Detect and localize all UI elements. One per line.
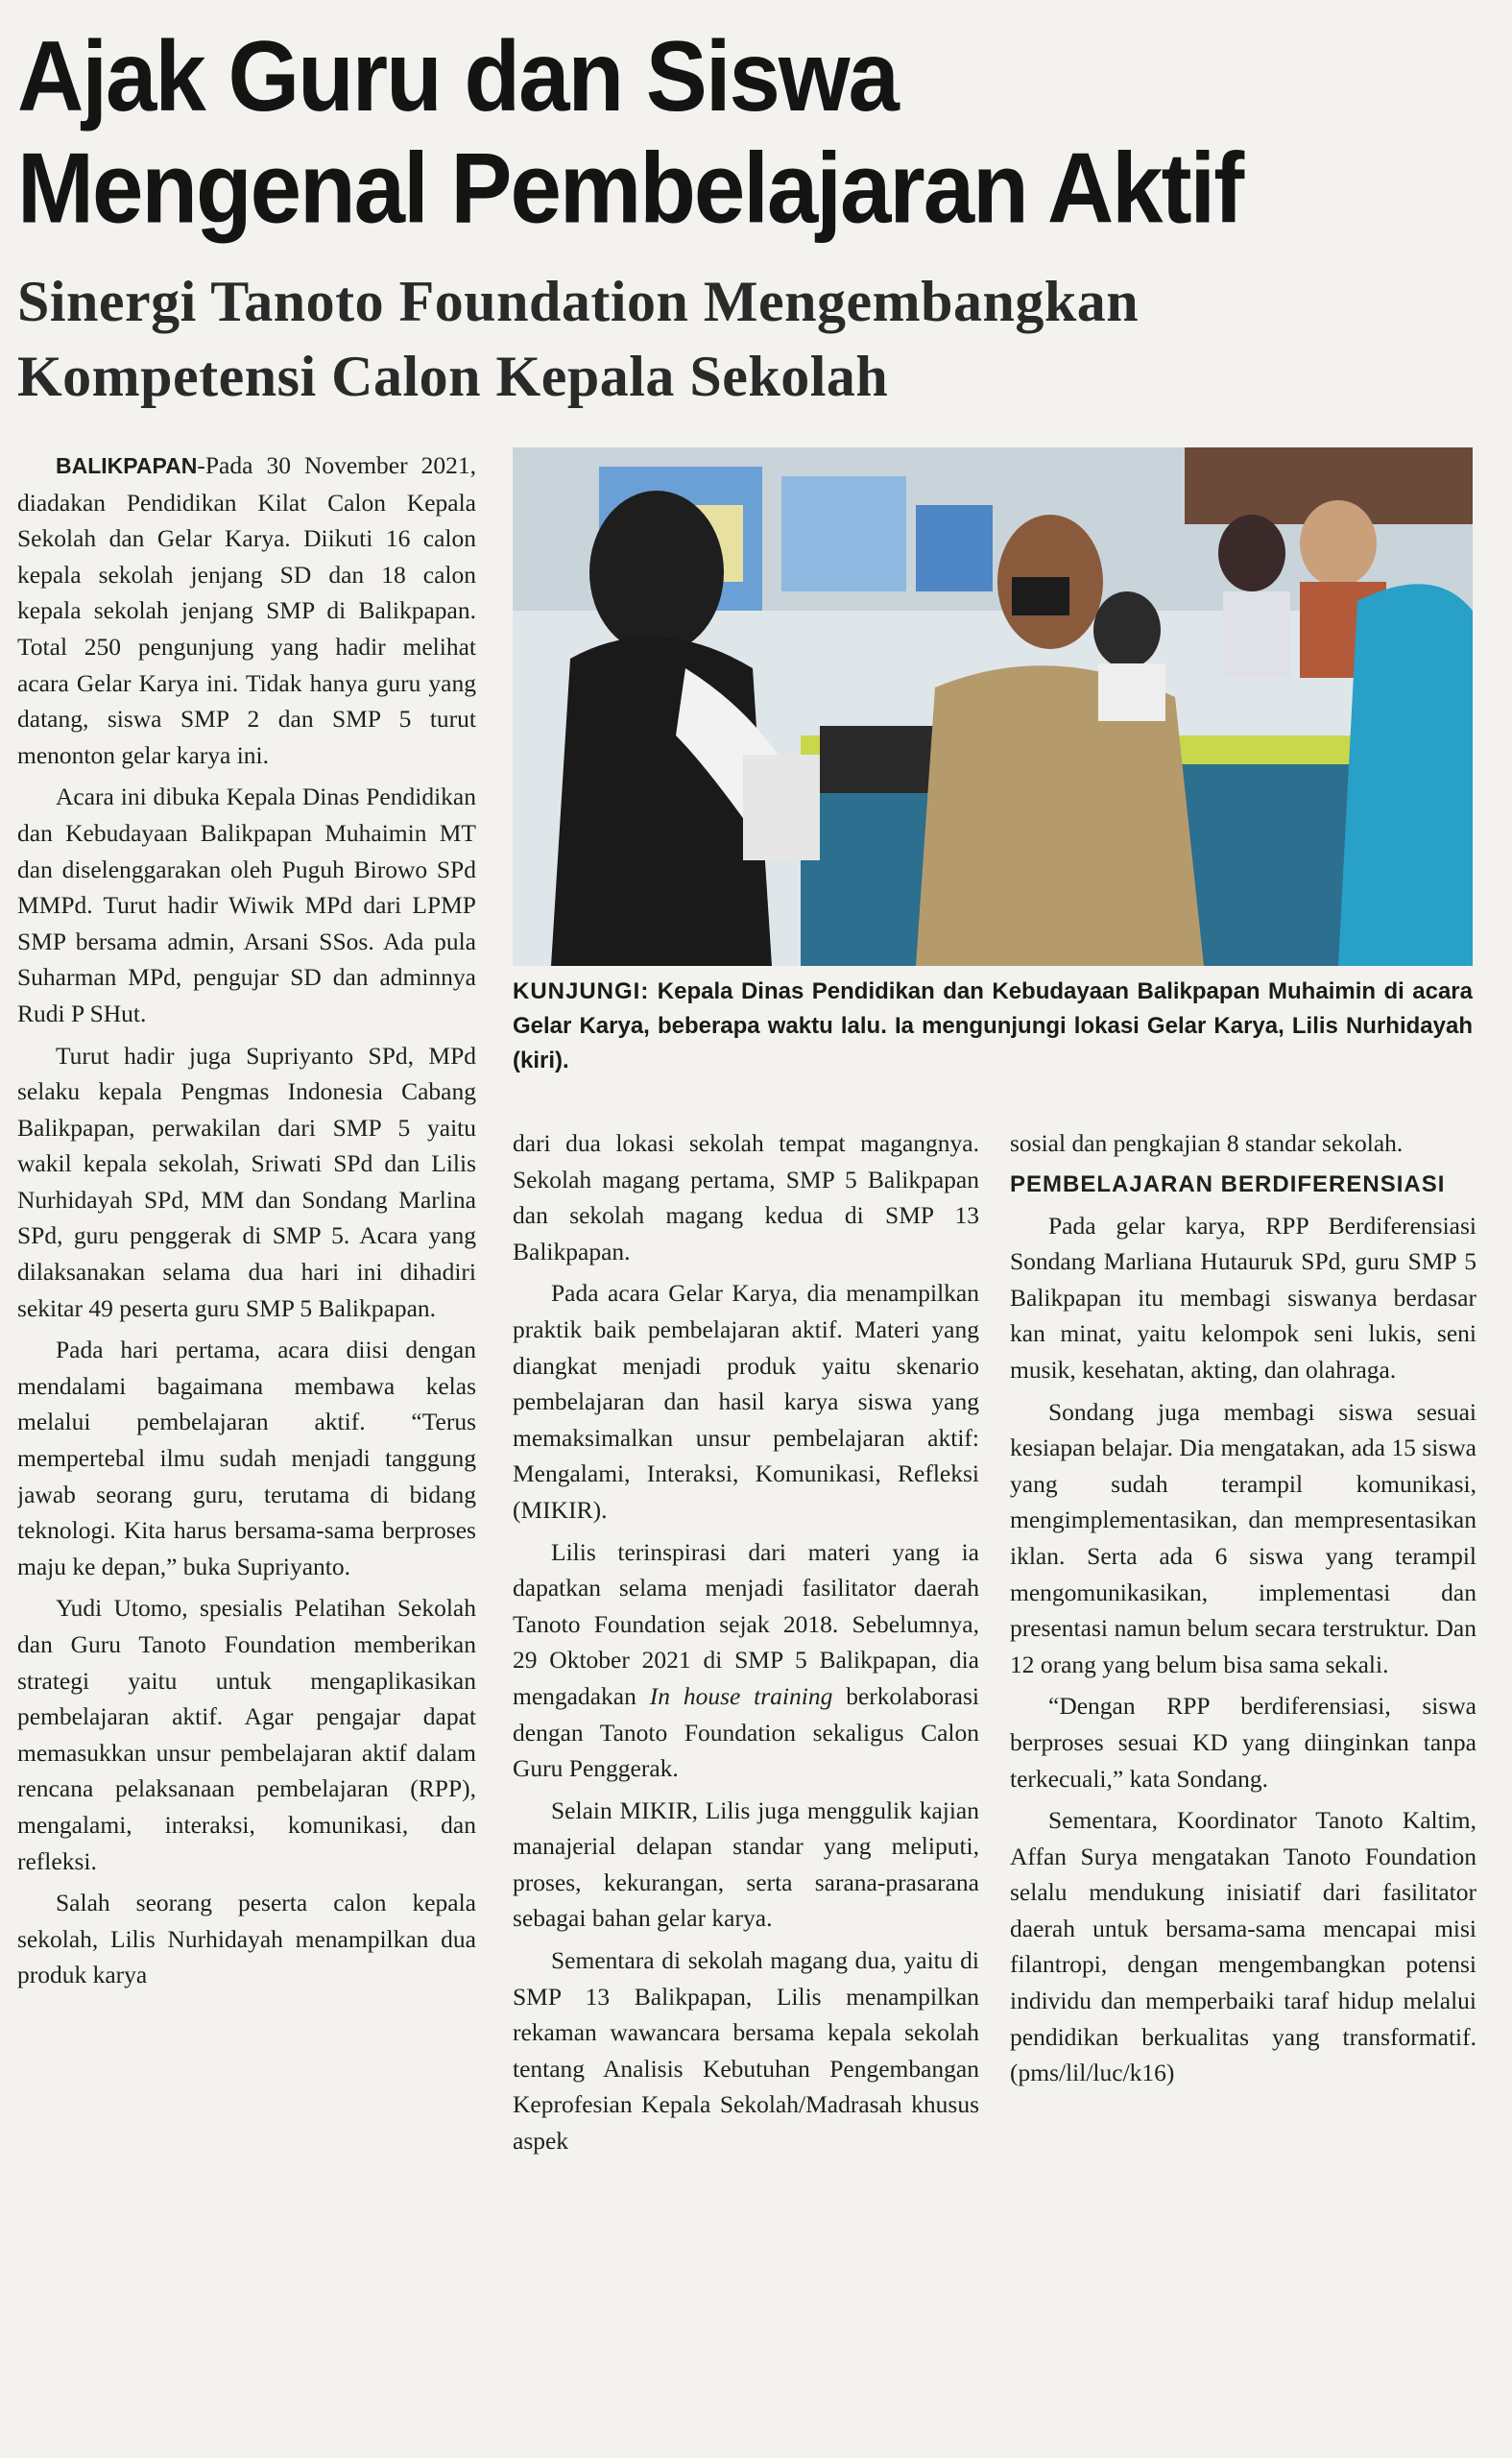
- paragraph-2: Acara ini dibuka Kepala Dinas Pendidikan dan Kebudayaan Balikpapan Muhaimin MT dan diselenggarakan oleh Puguh Birowo SPd MMPd. Turut hadir Wiwik MPd dari LPMP SMP bersama admin, Arsani SSos. Ada pula Suharman MPd, pengujar SD dan adminnya Rudi P SHut.: [17, 783, 476, 1027]
- caption-tag: KUNJUNGI:: [513, 978, 650, 1004]
- photo-caption: [513, 975, 1473, 1078]
- paragraph-4: Pada hari pertama, acara diisi dengan mendalami bagaimana membawa kelas melalui pembelajaran aktif. “Terus mempertebal ilmu sudah menjadi tanggung jawab seorang guru, terutama di bidang teknologi. Kita harus bersama-sama berproses maju ke depan,” buka Supriyanto.: [17, 1336, 476, 1580]
- paragraph-12: sosial dan pengkajian 8 standar sekolah.: [1010, 1129, 1404, 1157]
- paragraph-11: Sementara di sekolah magang dua, yaitu di SMP 13 Balikpapan, Lilis menampilkan rekaman wawancara bersama kepala sekolah tentang Analisis Kebutuhan Pengembangan Keprofesian Kepala Sekolah/Madrasah khusus aspek: [513, 1946, 979, 2156]
- headline-line-1: Ajak Guru dan Siswa: [17, 21, 898, 133]
- paragraph-6: Salah seorang peserta calon kepala sekolah, Lilis Nurhidayah menampilkan dua produk karya: [17, 1889, 476, 1989]
- section-heading: PEMBELAJARAN BERDIFERENSIASI: [1010, 1170, 1446, 1197]
- paragraph-10: Selain MIKIR, Lilis juga menggulik kajian manajerial delapan standar yang meliputi, proses, kekurangan, serta sarana-prasarana sebagai bahan gelar karya.: [513, 1795, 979, 1933]
- paragraph-15: “Dengan RPP berdiferensiasi, siswa berproses sesuai KD yang diinginkan tanpa terkecuali,” kata Sondang.: [1010, 1692, 1476, 1793]
- column-2: [513, 1125, 979, 2450]
- paragraph-7: dari dua lokasi sekolah tempat magangnya. Sekolah magang pertama, SMP 5 Balikpapan dan sekolah magang kedua di SMP 13 Balikpapan.: [513, 1129, 979, 1265]
- column-3: [1010, 1125, 1476, 2450]
- dateline: BALIKPAPAN: [56, 453, 198, 478]
- news-photo: [513, 447, 1473, 966]
- photo-illustration: [513, 447, 1473, 966]
- subheadline: [17, 264, 1496, 414]
- inline-emphasis: In house training: [649, 1681, 833, 1710]
- paragraph-8: Pada acara Gelar Karya, dia menampilkan praktik baik pembelajaran aktif. Materi yang diangkat menjadi produk yaitu skenario pembelajaran dan hasil karya siswa yang memaksimalkan unsur pembelajaran aktif: Mengalami, Interaksi, Komunikasi, Refleksi (MIKIR).: [513, 1279, 979, 1524]
- paragraph-3: Turut hadir juga Supriyanto SPd, MPd selaku kepala Pengmas Indonesia Cabang Balikpapan, perwakilan dari SMP 5 yaitu wakil kepala sekolah, Sriwati SPd dan Lilis Nurhidayah SPd, MM dan Sondang Marlina SPd, guru penggerak di SMP 5. Acara yang dilaksanakan selama dua hari ini dihadiri sekitar 49 peserta guru SMP 5 Balikpapan.: [17, 1041, 476, 1322]
- paragraph-9: Lilis terinspirasi dari materi yang ia dapatkan selama menjadi fasilitator daerah Tanoto Foundation sejak 2018. Sebelumnya, 29 Oktober 2021 di SMP 5 Balikpapan, dia mengadakan In house training berkolaborasi dengan Tanoto Foundation sekaligus Calon Guru Penggerak.: [513, 1537, 979, 1783]
- subhead-line-1: Sinergi Tanoto Foundation Mengembangkan: [17, 270, 1140, 333]
- headline: [17, 21, 1496, 245]
- paragraph-14: Sondang juga membagi siswa sesuai kesiapan belajar. Dia mengatakan, ada 15 siswa yang sudah terampil komunikasi, mengimplementasikan, dan mempresentasikan iklan. Serta ada 6 siswa yang terampil mengomunikasikan, implementasi dan presentasi namun belum secara terstruktur. Dan 12 orang yang belum bisa sama sekali.: [1010, 1397, 1476, 1678]
- paragraph-16: Sementara, Koordinator Tanoto Kaltim, Affan Surya mengatakan Tanoto Foundation selalu mendukung inisiatif dari fasilitator daerah untuk bersama-sama mencapai misi filantropi, dengan mengembangkan potensi individu dan memperbaiki taraf hidup melalui pendidikan berkualitas yang transformatif. (pms/lil/luc/k16): [1010, 1806, 1476, 2087]
- headline-line-2: Mengenal Pembelajaran Aktif: [17, 133, 1243, 245]
- paragraph-1: BALIKPAPAN-Pada 30 November 2021, diadakan Pendidikan Kilat Calon Kepala Sekolah dan Gelar Karya. Diikuti 16 calon kepala sekolah jenjang SD dan 18 calon kepala sekolah jenjang SMP di Balikpapan. Total 250 pengunjung yang hadir melihat acara Gelar Karya ini. Tidak hanya guru yang datang, siswa SMP 2 dan SMP 5 turut menonton gelar karya ini.: [17, 451, 476, 769]
- subhead-line-2: Kompetensi Calon Kepala Sekolah: [17, 345, 889, 408]
- paragraph-13: Pada gelar karya, RPP Berdiferensiasi Sondang Marliana Hutauruk SPd, guru SMP 5 Balikpapan itu membagi siswanya berdasar kan minat, yaitu kelompok seni lukis, seni musik, kesehatan, akting, dan olahraga.: [1010, 1211, 1476, 1384]
- paragraph-5: Yudi Utomo, spesialis Pelatihan Sekolah dan Guru Tanoto Foundation memberikan strategi yaitu untuk mengaplikasikan pembelajaran aktif. Agar pengajar dapat memasukkan unsur pembelajaran aktif dalam rencana pelaksanaan pembelajaran (RPP), mengalami, interaksi, komunikasi, dan refleksi.: [17, 1594, 476, 1875]
- caption-text: Kepala Dinas Pendidikan dan Kebudayaan Balikpapan Muhaimin di acara Gelar Karya, beberapa waktu lalu. Ia mengunjungi lokasi Gelar Karya, Lilis Nurhidayah (kiri).: [513, 978, 1473, 1073]
- column-1: [17, 447, 476, 2445]
